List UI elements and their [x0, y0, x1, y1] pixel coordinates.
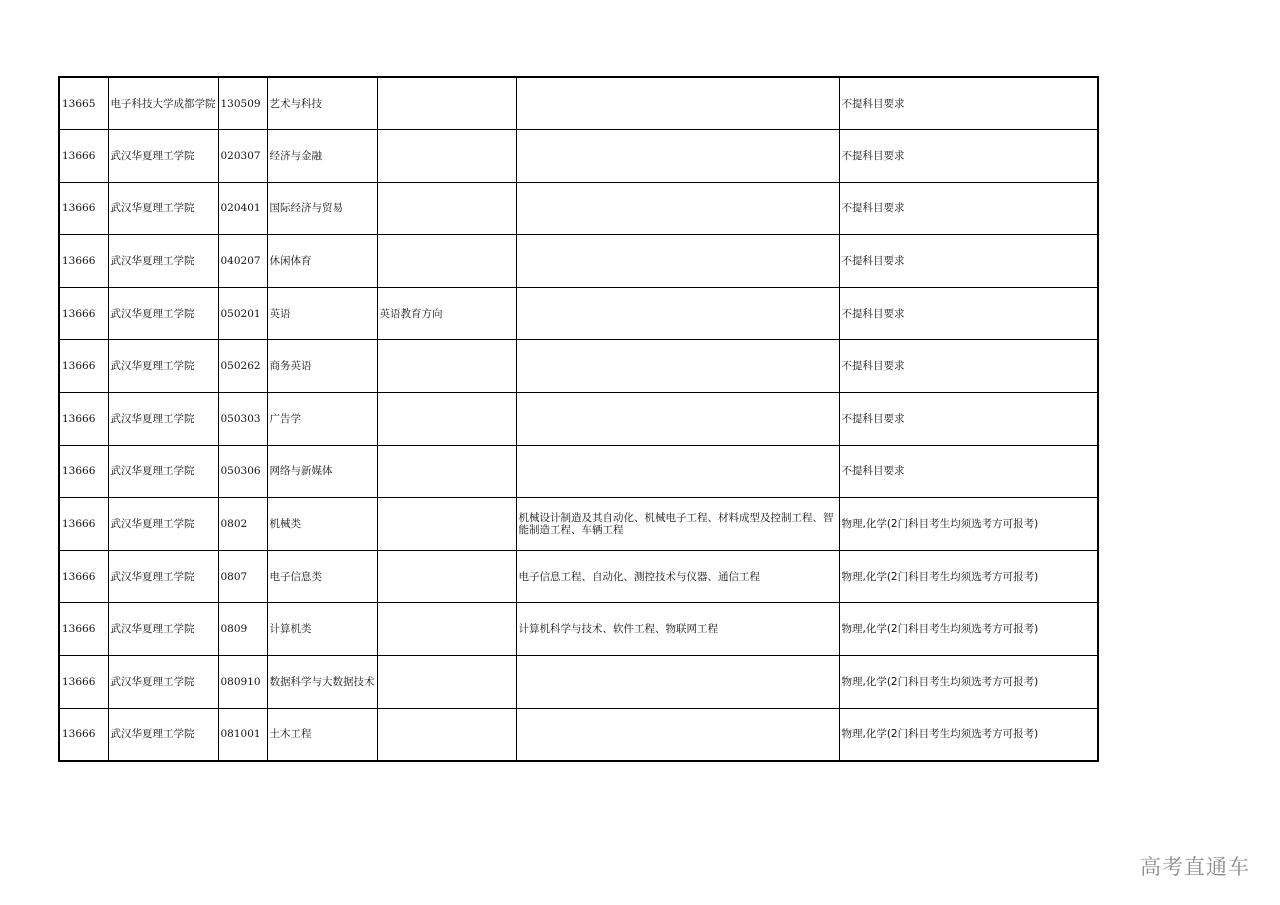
- school-name-cell: 武汉华夏理工学院: [108, 235, 218, 288]
- school-code-cell: 13666: [59, 340, 108, 393]
- major-direction-cell: [377, 445, 516, 498]
- table-row: [59, 340, 1098, 393]
- major-direction-cell: [377, 603, 516, 656]
- major-name-cell: 机械类: [267, 498, 377, 551]
- table-body: [59, 77, 1098, 761]
- school-code-cell: 13666: [59, 182, 108, 235]
- major-code-cell: 080910: [218, 656, 267, 709]
- included-majors-cell: [516, 340, 839, 393]
- included-majors-cell: [516, 445, 839, 498]
- major-name-cell: 数据科学与大数据技术: [267, 656, 377, 709]
- school-name-cell: 武汉华夏理工学院: [108, 287, 218, 340]
- major-direction-cell: [377, 340, 516, 393]
- major-direction-cell: 英语教育方向: [377, 287, 516, 340]
- school-code-cell: 13665: [59, 77, 108, 130]
- school-name-cell: 电子科技大学成都学院: [108, 77, 218, 130]
- included-majors-cell: [516, 235, 839, 288]
- school-code-cell: 13666: [59, 393, 108, 446]
- school-name-cell: 武汉华夏理工学院: [108, 708, 218, 761]
- table-row: [59, 287, 1098, 340]
- major-direction-cell: [377, 708, 516, 761]
- school-name-cell: 武汉华夏理工学院: [108, 550, 218, 603]
- table-row: [59, 708, 1098, 761]
- major-name-cell: 经济与金融: [267, 130, 377, 183]
- table-row: [59, 235, 1098, 288]
- major-direction-cell: [377, 498, 516, 551]
- major-name-cell: 休闲体育: [267, 235, 377, 288]
- subject-requirement-cell: 不提科目要求: [839, 287, 1098, 340]
- subject-requirement-cell: 不提科目要求: [839, 445, 1098, 498]
- major-name-cell: 国际经济与贸易: [267, 182, 377, 235]
- school-code-cell: 13666: [59, 130, 108, 183]
- table-row: [59, 603, 1098, 656]
- major-code-cell: 050303: [218, 393, 267, 446]
- major-direction-cell: [377, 77, 516, 130]
- major-name-cell: 土木工程: [267, 708, 377, 761]
- school-name-cell: 武汉华夏理工学院: [108, 445, 218, 498]
- table-row: [59, 550, 1098, 603]
- major-direction-cell: [377, 656, 516, 709]
- school-name-cell: 武汉华夏理工学院: [108, 656, 218, 709]
- major-direction-cell: [377, 550, 516, 603]
- major-name-cell: 商务英语: [267, 340, 377, 393]
- school-name-cell: 武汉华夏理工学院: [108, 340, 218, 393]
- table-row: [59, 182, 1098, 235]
- major-code-cell: 020307: [218, 130, 267, 183]
- table-row: [59, 130, 1098, 183]
- major-direction-cell: [377, 393, 516, 446]
- school-name-cell: 武汉华夏理工学院: [108, 130, 218, 183]
- major-direction-cell: [377, 182, 516, 235]
- major-code-cell: 0802: [218, 498, 267, 551]
- included-majors-cell: [516, 130, 839, 183]
- included-majors-cell: [516, 287, 839, 340]
- included-majors-cell: [516, 77, 839, 130]
- subject-requirement-cell: 物理,化学(2门科目考生均须选考方可报考): [839, 498, 1098, 551]
- major-name-cell: 电子信息类: [267, 550, 377, 603]
- major-code-cell: 050201: [218, 287, 267, 340]
- requirements-table: [58, 76, 1099, 762]
- subject-requirement-cell: 不提科目要求: [839, 235, 1098, 288]
- watermark-logo: 高考直通车: [1140, 855, 1250, 879]
- school-code-cell: 13666: [59, 235, 108, 288]
- included-majors-cell: 机械设计制造及其自动化、机械电子工程、材料成型及控制工程、智能制造工程、车辆工程: [516, 498, 839, 551]
- school-code-cell: 13666: [59, 498, 108, 551]
- subject-requirement-cell: 物理,化学(2门科目考生均须选考方可报考): [839, 550, 1098, 603]
- major-code-cell: 040207: [218, 235, 267, 288]
- subject-requirement-cell: 不提科目要求: [839, 340, 1098, 393]
- major-code-cell: 0809: [218, 603, 267, 656]
- major-direction-cell: [377, 130, 516, 183]
- subject-requirement-cell: 不提科目要求: [839, 182, 1098, 235]
- school-name-cell: 武汉华夏理工学院: [108, 393, 218, 446]
- school-code-cell: 13666: [59, 708, 108, 761]
- school-name-cell: 武汉华夏理工学院: [108, 603, 218, 656]
- subject-requirement-cell: 不提科目要求: [839, 77, 1098, 130]
- school-code-cell: 13666: [59, 656, 108, 709]
- major-name-cell: 广告学: [267, 393, 377, 446]
- major-direction-cell: [377, 235, 516, 288]
- school-code-cell: 13666: [59, 550, 108, 603]
- included-majors-cell: [516, 182, 839, 235]
- school-name-cell: 武汉华夏理工学院: [108, 182, 218, 235]
- included-majors-cell: [516, 708, 839, 761]
- table-row: [59, 77, 1098, 130]
- major-name-cell: 艺术与科技: [267, 77, 377, 130]
- school-code-cell: 13666: [59, 287, 108, 340]
- table-row: [59, 445, 1098, 498]
- subject-requirement-cell: 不提科目要求: [839, 393, 1098, 446]
- included-majors-cell: [516, 656, 839, 709]
- included-majors-cell: 计算机科学与技术、软件工程、物联网工程: [516, 603, 839, 656]
- major-name-cell: 英语: [267, 287, 377, 340]
- subject-requirement-cell: 不提科目要求: [839, 130, 1098, 183]
- subject-requirement-cell: 物理,化学(2门科目考生均须选考方可报考): [839, 603, 1098, 656]
- major-code-cell: 050306: [218, 445, 267, 498]
- major-code-cell: 081001: [218, 708, 267, 761]
- school-code-cell: 13666: [59, 603, 108, 656]
- major-code-cell: 130509: [218, 77, 267, 130]
- subject-requirement-cell: 物理,化学(2门科目考生均须选考方可报考): [839, 656, 1098, 709]
- table-row: [59, 656, 1098, 709]
- included-majors-cell: 电子信息工程、自动化、测控技术与仪器、通信工程: [516, 550, 839, 603]
- school-name-cell: 武汉华夏理工学院: [108, 498, 218, 551]
- major-name-cell: 网络与新媒体: [267, 445, 377, 498]
- major-code-cell: 050262: [218, 340, 267, 393]
- major-name-cell: 计算机类: [267, 603, 377, 656]
- subject-requirement-cell: 物理,化学(2门科目考生均须选考方可报考): [839, 708, 1098, 761]
- school-code-cell: 13666: [59, 445, 108, 498]
- major-code-cell: 020401: [218, 182, 267, 235]
- table-row: [59, 498, 1098, 551]
- included-majors-cell: [516, 393, 839, 446]
- major-code-cell: 0807: [218, 550, 267, 603]
- table-row: [59, 393, 1098, 446]
